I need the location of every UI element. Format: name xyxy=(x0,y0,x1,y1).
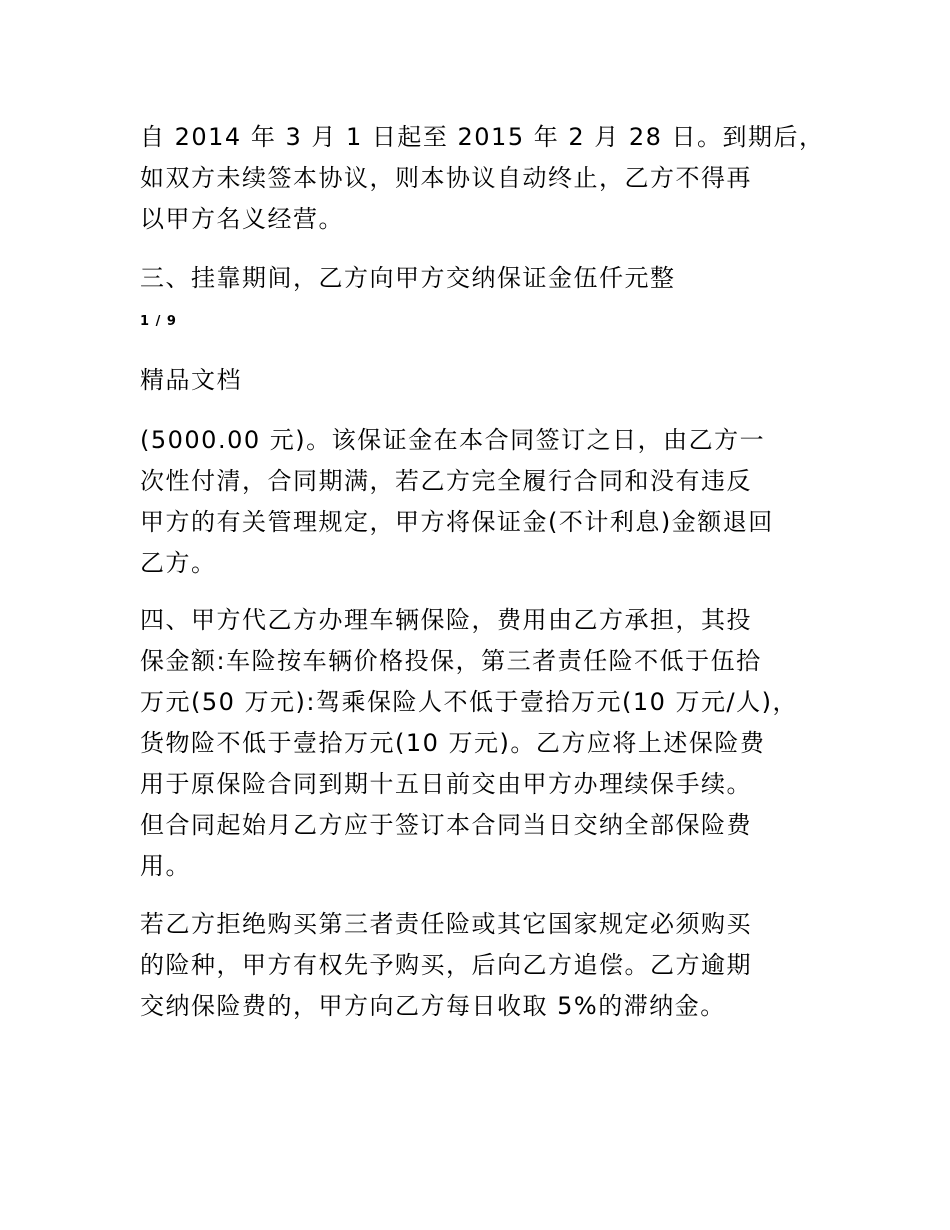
paragraph-penalty: 若乙方拒绝购买第三者责任险或其它国家规定必须购买 的险种，甲方有权先予购买，后向乙方追偿。乙方逾期 交纳保险费的，甲方向乙方每日收取 5%的滞纳金。 xyxy=(140,910,752,1020)
page-number: 1 / 9 xyxy=(140,314,177,329)
paragraph-clause-three: 三、挂靠期间，乙方向甲方交纳保证金伍仟元整 xyxy=(140,264,676,292)
paragraph-deposit: (5000.00 元)。该保证金在本合同签订之日，由乙方一 次性付清，合同期满，若乙方完全履行合同和没有违反 甲方的有关管理规定，甲方将保证金(不计利息)金额退回 乙方。 xyxy=(140,426,774,577)
paragraph-clause-four: 四、甲方代乙方办理车辆保险，费用由乙方承担，其投 保金额:车险按车辆价格投保，第三者责任险不低于伍拾 万元(50 万元):驾乘保险人不低于壹拾万元(10 万元/人)， 货物险不低于壹拾万元(10 万元)。乙方应将上述保险费 用于原保险合同到期十五日前交由甲方办理续保手续。 但合同起始月乙方应于签订本合同当日交纳全部保险费 用。 xyxy=(140,606,798,880)
paragraph-term: 自 2014 年 3 月 1 日起至 2015 年 2 月 28 日。到期后， 如双方未续签本协议，则本协议自动终止，乙方不得再 以甲方名义经营。 xyxy=(140,123,825,233)
watermark-label: 精品文档 xyxy=(140,366,242,394)
